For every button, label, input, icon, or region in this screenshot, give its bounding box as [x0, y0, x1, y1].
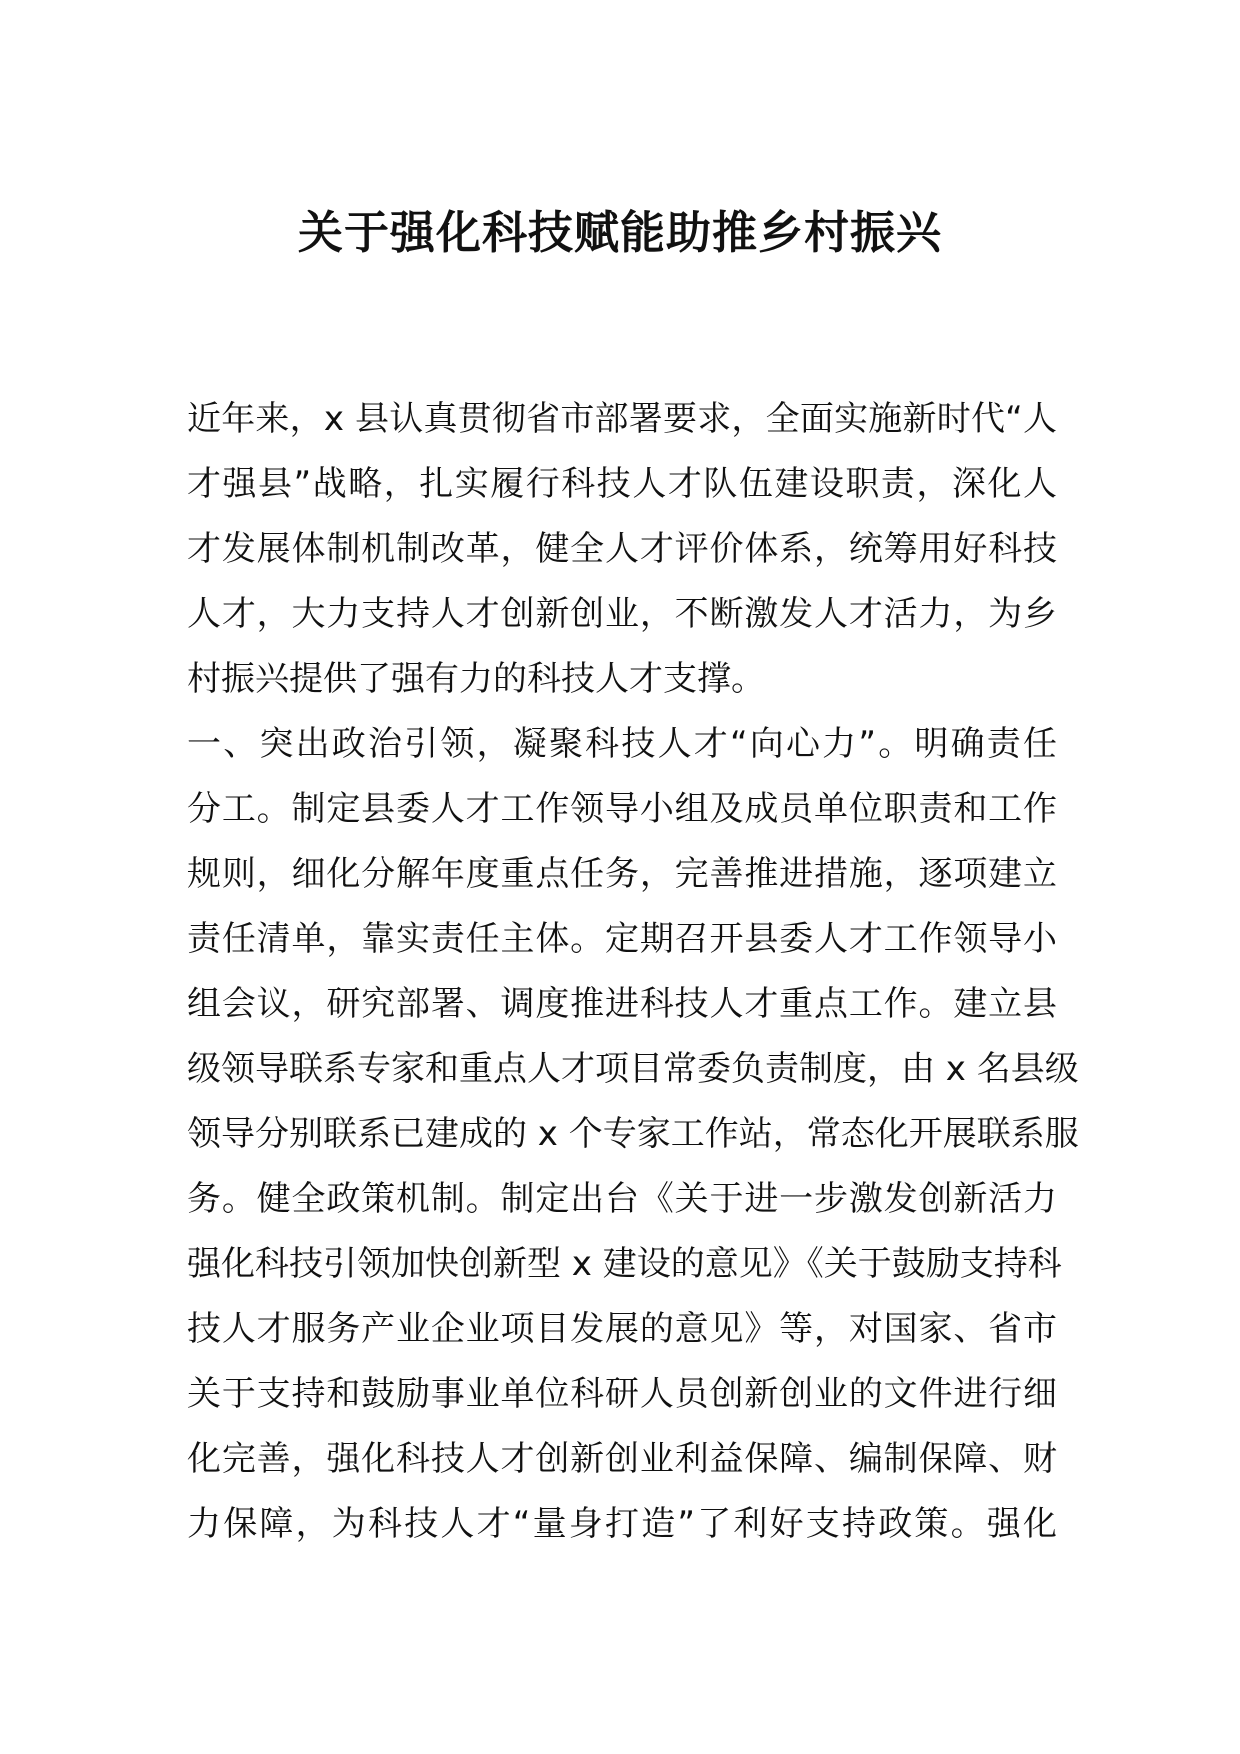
paragraph-section-one: [187, 712, 1079, 1557]
text-line: 规则，细化分解年度重点任务，完善推进措施，逐项建立: [187, 854, 1057, 894]
text-line: 务。健全政策机制。制定出台《关于进一步激发创新活力: [187, 1179, 1057, 1219]
text-line: 人才，大力支持人才创新创业，不断激发人才活力，为乡: [187, 594, 1057, 634]
text-line: 才发展体制机制改革，健全人才评价体系，统筹用好科技: [187, 529, 1057, 569]
text-line: 级领导联系专家和重点人才项目常委负责制度，由 x 名县级: [187, 1049, 1079, 1089]
text-line: 化完善，强化科技人才创新创业利益保障、编制保障、财: [187, 1439, 1057, 1479]
text-line: 强化科技引领加快创新型 x 建设的意见》《关于鼓励支持科: [187, 1244, 1062, 1284]
text-line: 领导分别联系已建成的 x 个专家工作站，常态化开展联系服: [187, 1114, 1079, 1154]
text-line: 村振兴提供了强有力的科技人才支撑。: [187, 659, 765, 699]
text-line: 一、突出政治引领，凝聚科技人才“向心力”。明确责任: [187, 724, 1057, 764]
text-line: 责任清单，靠实责任主体。定期召开县委人才工作领导小: [187, 919, 1057, 959]
paragraph-intro: [187, 387, 1057, 712]
text-line: 关于支持和鼓励事业单位科研人员创新创业的文件进行细: [187, 1374, 1057, 1414]
text-line: 组会议，研究部署、调度推进科技人才重点工作。建立县: [187, 984, 1057, 1024]
text-line: 技人才服务产业企业项目发展的意见》等，对国家、省市: [187, 1309, 1057, 1349]
text-line: 力保障，为科技人才“量身打造”了利好支持政策。强化: [187, 1504, 1057, 1544]
document-title: 关于强化科技赋能助推乡村振兴: [297, 206, 942, 259]
text-line: 才强县”战略，扎实履行科技人才队伍建设职责，深化人: [187, 464, 1057, 504]
document-body: [187, 387, 1079, 1557]
text-line: 近年来，x 县认真贯彻省市部署要求，全面实施新时代“人: [187, 399, 1057, 439]
text-line: 分工。制定县委人才工作领导小组及成员单位职责和工作: [187, 789, 1057, 829]
